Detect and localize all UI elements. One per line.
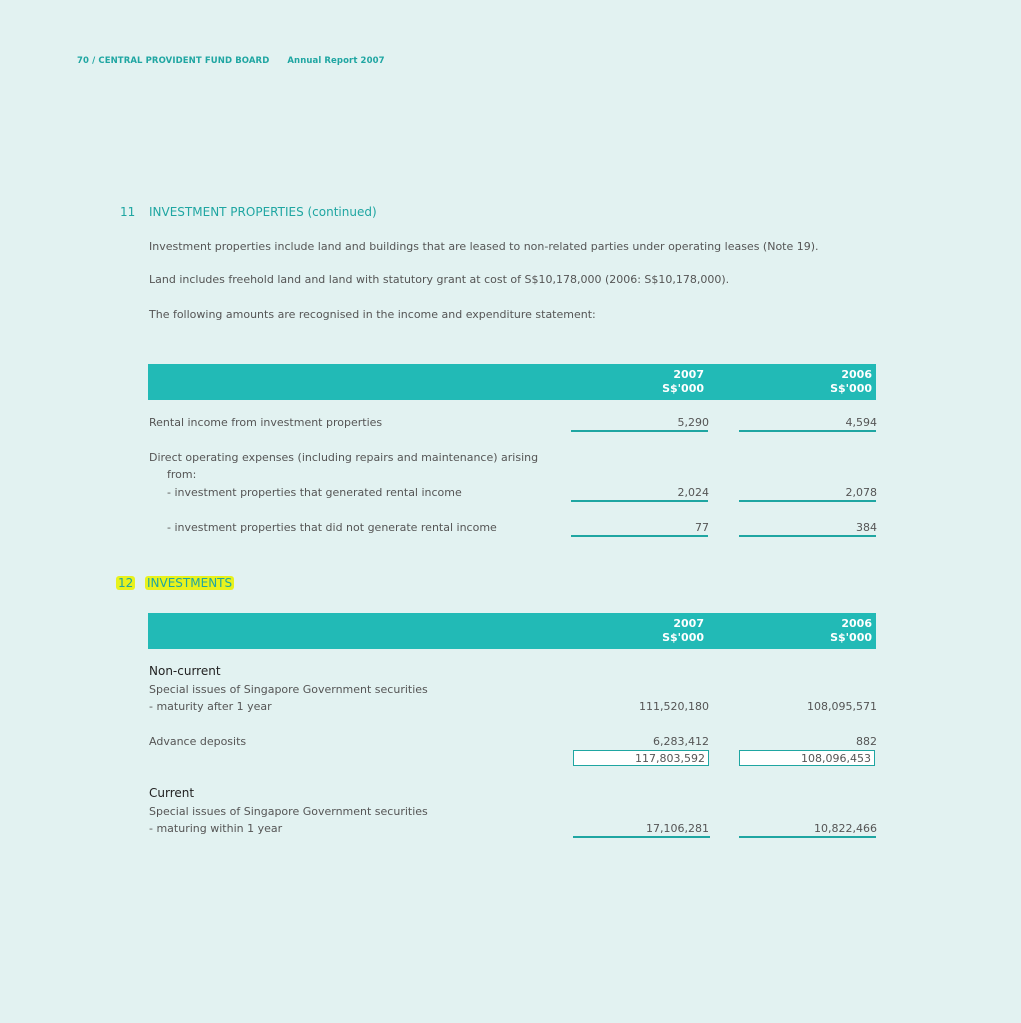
- header-org: 70 / CENTRAL PROVIDENT FUND BOARD: [77, 56, 270, 66]
- subsection-heading: Non-current: [149, 664, 221, 678]
- row-label: - investment properties that generated rental income: [167, 486, 462, 499]
- column-header-2006: [792, 368, 872, 396]
- section-title: INVESTMENT PROPERTIES (continued): [149, 205, 377, 219]
- column-year: 2006: [841, 368, 872, 381]
- underline: [739, 500, 876, 502]
- underline: [739, 535, 876, 537]
- column-unit: S$'000: [662, 631, 704, 644]
- paragraph: Land includes freehold land and land with statutory grant at cost of S$10,178,000 (2006: S$10,178,000).: [149, 273, 730, 286]
- value-2007: 6,283,412: [653, 735, 709, 748]
- value-2007: 77: [695, 521, 709, 534]
- column-unit: S$'000: [830, 382, 872, 395]
- subtotal-2007: 117,803,592: [573, 750, 709, 766]
- row-label: - maturing within 1 year: [149, 822, 283, 835]
- column-header-2006: [792, 617, 872, 645]
- column-year: 2007: [673, 368, 704, 381]
- value-2007: 17,106,281: [646, 822, 709, 835]
- column-year: 2007: [673, 617, 704, 630]
- column-year: 2006: [841, 617, 872, 630]
- value-2006: 384: [856, 521, 877, 534]
- row-label: Special issues of Singapore Government securities: [149, 683, 428, 696]
- row-label: Advance deposits: [149, 735, 247, 748]
- underline: [739, 836, 876, 838]
- value-2006: 108,095,571: [807, 700, 877, 713]
- value-2006: 2,078: [845, 486, 877, 499]
- running-header: [77, 56, 385, 66]
- table-header-bar: [148, 613, 876, 649]
- row-label: from:: [167, 468, 197, 481]
- row-label: Rental income from investment properties: [149, 416, 383, 429]
- row-label: Special issues of Singapore Government securities: [149, 805, 428, 818]
- column-header-2007: [624, 368, 704, 396]
- row-label: Direct operating expenses (including repairs and maintenance) arising: [149, 451, 539, 464]
- underline: [571, 500, 708, 502]
- column-unit: S$'000: [662, 382, 704, 395]
- value-2007: 2,024: [677, 486, 709, 499]
- underline: [571, 430, 708, 432]
- paragraph: The following amounts are recognised in the income and expenditure statement:: [149, 308, 596, 321]
- column-header-2007: [624, 617, 704, 645]
- value-2006: 882: [856, 735, 877, 748]
- value-2006: 10,822,466: [814, 822, 877, 835]
- paragraph: Investment properties include land and buildings that are leased to non-related parties under operating leases (Note 19).: [149, 240, 819, 253]
- value-2007: 5,290: [677, 416, 709, 429]
- column-unit: S$'000: [830, 631, 872, 644]
- section-number: 12: [118, 576, 134, 590]
- value-2007: 111,520,180: [639, 700, 709, 713]
- underline: [573, 836, 710, 838]
- subtotal-2006: 108,096,453: [739, 750, 875, 766]
- value-2006: 4,594: [845, 416, 877, 429]
- section-title: INVESTMENTS: [147, 576, 233, 590]
- underline: [739, 430, 876, 432]
- subsection-heading: Current: [149, 786, 195, 800]
- header-report: Annual Report 2007: [287, 56, 385, 66]
- section-number: 11: [120, 205, 136, 219]
- table-header-bar: [148, 364, 876, 400]
- row-label: - investment properties that did not generate rental income: [167, 521, 497, 534]
- row-label: - maturity after 1 year: [149, 700, 272, 713]
- underline: [571, 535, 708, 537]
